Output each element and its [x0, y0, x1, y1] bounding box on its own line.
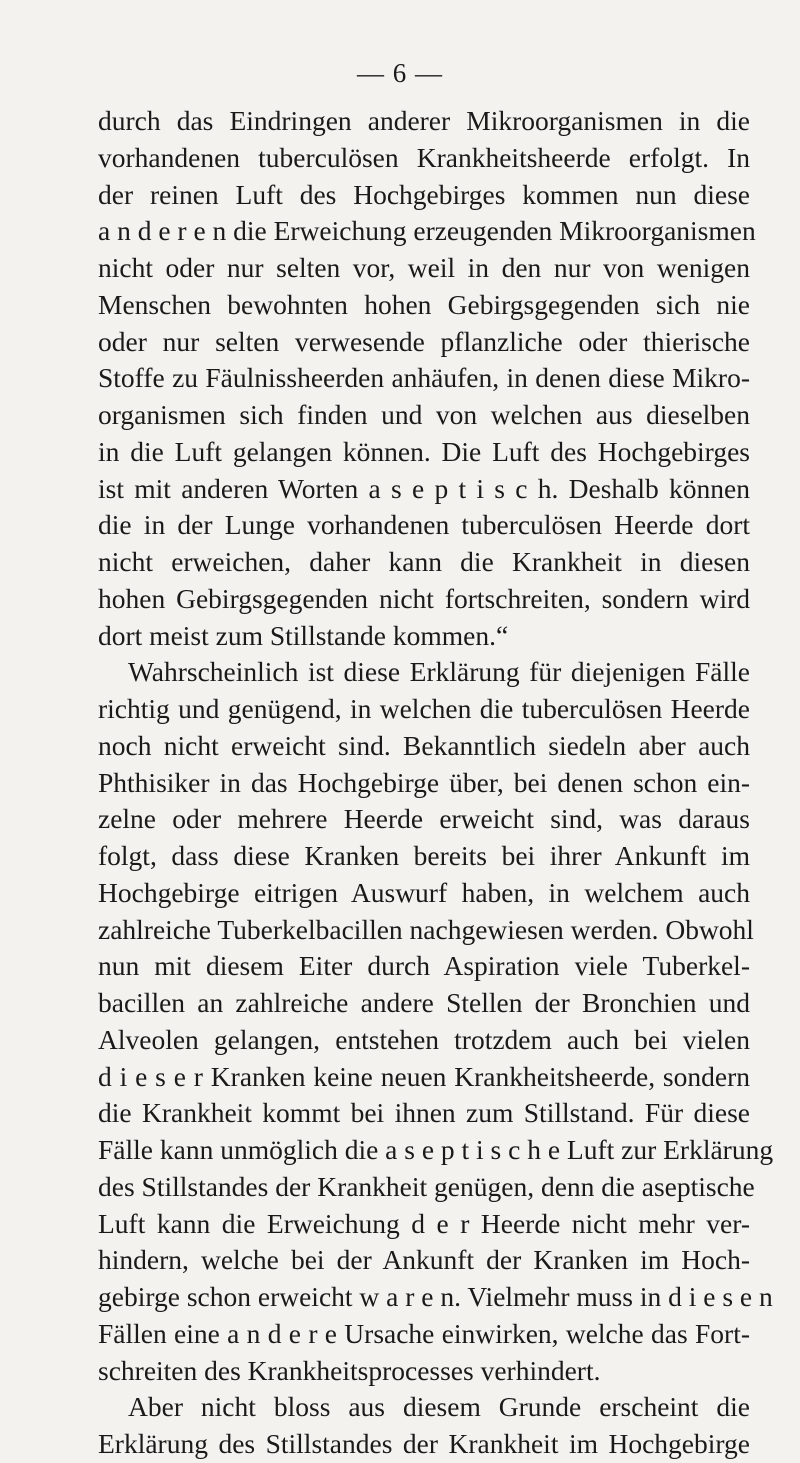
text-line: ist mit anderen Worten a s e p t i s c h. Deshalb können	[98, 472, 750, 504]
text-line: nicht oder nur selten vor, weil in den nur von wenigen	[98, 252, 750, 283]
text-line: die in der Lunge vorhandenen tuberculösen Heerde dort	[98, 509, 750, 541]
text-line: nicht erweichen, daher kann die Krankheit in diesen	[98, 546, 750, 577]
text-line: der reinen Luft des Hochgebirges kommen nun diese	[98, 178, 750, 210]
text-line: noch nicht erweicht sind. Bekanntlich siedeln aber auch	[98, 729, 750, 761]
text-line: schreiten des Krankheitsprocesses verhindert.	[98, 1354, 601, 1386]
text-line: Wahrscheinlich ist diese Erklärung für diejenigen Fälle	[128, 656, 750, 688]
text-line: dort meist zum Stillstande kommen.“	[98, 619, 509, 651]
text-line: des Stillstandes der Krankheit genügen, denn die aseptische	[98, 1170, 755, 1202]
text-line: d i e s e r Kranken keine neuen Krankheitsheerde, sondern	[98, 1060, 750, 1092]
text-line: zelne oder mehrere Heerde erweicht sind, was daraus	[98, 803, 750, 835]
text-line: Aber nicht bloss aus diesem Grunde erscheint die	[128, 1391, 750, 1423]
text-line: hohen Gebirgsgegenden nicht fortschreiten, sondern wird	[98, 582, 750, 614]
text-line: nun mit diesem Eiter durch Aspiration viele Tuberkel-	[98, 950, 750, 982]
text-line: bacillen an zahlreiche andere Stellen der Bronchien und	[98, 987, 750, 1018]
text-line: die Krankheit kommt bei ihnen zum Stillstand. Für diese	[98, 1097, 750, 1129]
text-line: hindern, welche bei der Ankunft der Kranken im Hoch-	[98, 1244, 750, 1276]
text-line: gebirge schon erweicht w a r e n. Vielmehr muss in d i e s e n	[98, 1281, 773, 1312]
text-line: folgt, dass diese Kranken bereits bei ihrer Ankunft im	[98, 840, 750, 871]
text-line: zahlreiche Tuberkelbacillen nachgewiesen werden. Obwohl	[98, 913, 754, 945]
page-number: — 6 —	[357, 58, 443, 88]
text-line: organismen sich finden und von welchen aus dieselben	[98, 399, 750, 430]
text-line: richtig und genügend, in welchen die tuberculösen Heerde	[98, 693, 750, 724]
text-line: Erklärung des Stillstandes der Krankheit im Hochgebirge	[98, 1428, 750, 1459]
body-text	[98, 103, 774, 1463]
text-line: in die Luft gelangen können. Die Luft des Hochgebirges	[98, 435, 750, 467]
text-line: a n d e r e n die Erweichung erzeugenden Mikroorganismen	[98, 215, 756, 247]
text-line: durch das Eindringen anderer Mikroorganismen in die	[98, 105, 750, 136]
text-line: Stoffe zu Fäulnissheerden anhäufen, in denen diese Mikro-	[98, 362, 750, 394]
text-line: Menschen bewohnten hohen Gebirgsgegenden sich nie	[98, 288, 750, 320]
text-line: Alveolen gelangen, entstehen trotzdem auch bei vielen	[98, 1023, 750, 1055]
text-line: Fällen eine a n d e r e Ursache einwirken, welche das Fort-	[98, 1317, 750, 1349]
text-line: Phthisiker in das Hochgebirge über, bei denen schon ein-	[98, 766, 750, 798]
text-line: Hochgebirge eitrigen Auswurf haben, in welchem auch	[98, 876, 750, 908]
text-line: vorhandenen tuberculösen Krankheitsheerde erfolgt. In	[98, 141, 750, 173]
text-line: Luft kann die Erweichung d e r Heerde nicht mehr ver-	[98, 1207, 750, 1239]
text-line: oder nur selten verwesende pflanzliche oder thierische	[98, 325, 750, 357]
text-line: Fälle kann unmöglich die a s e p t i s c h e Luft zur Erklärung	[98, 1134, 774, 1165]
